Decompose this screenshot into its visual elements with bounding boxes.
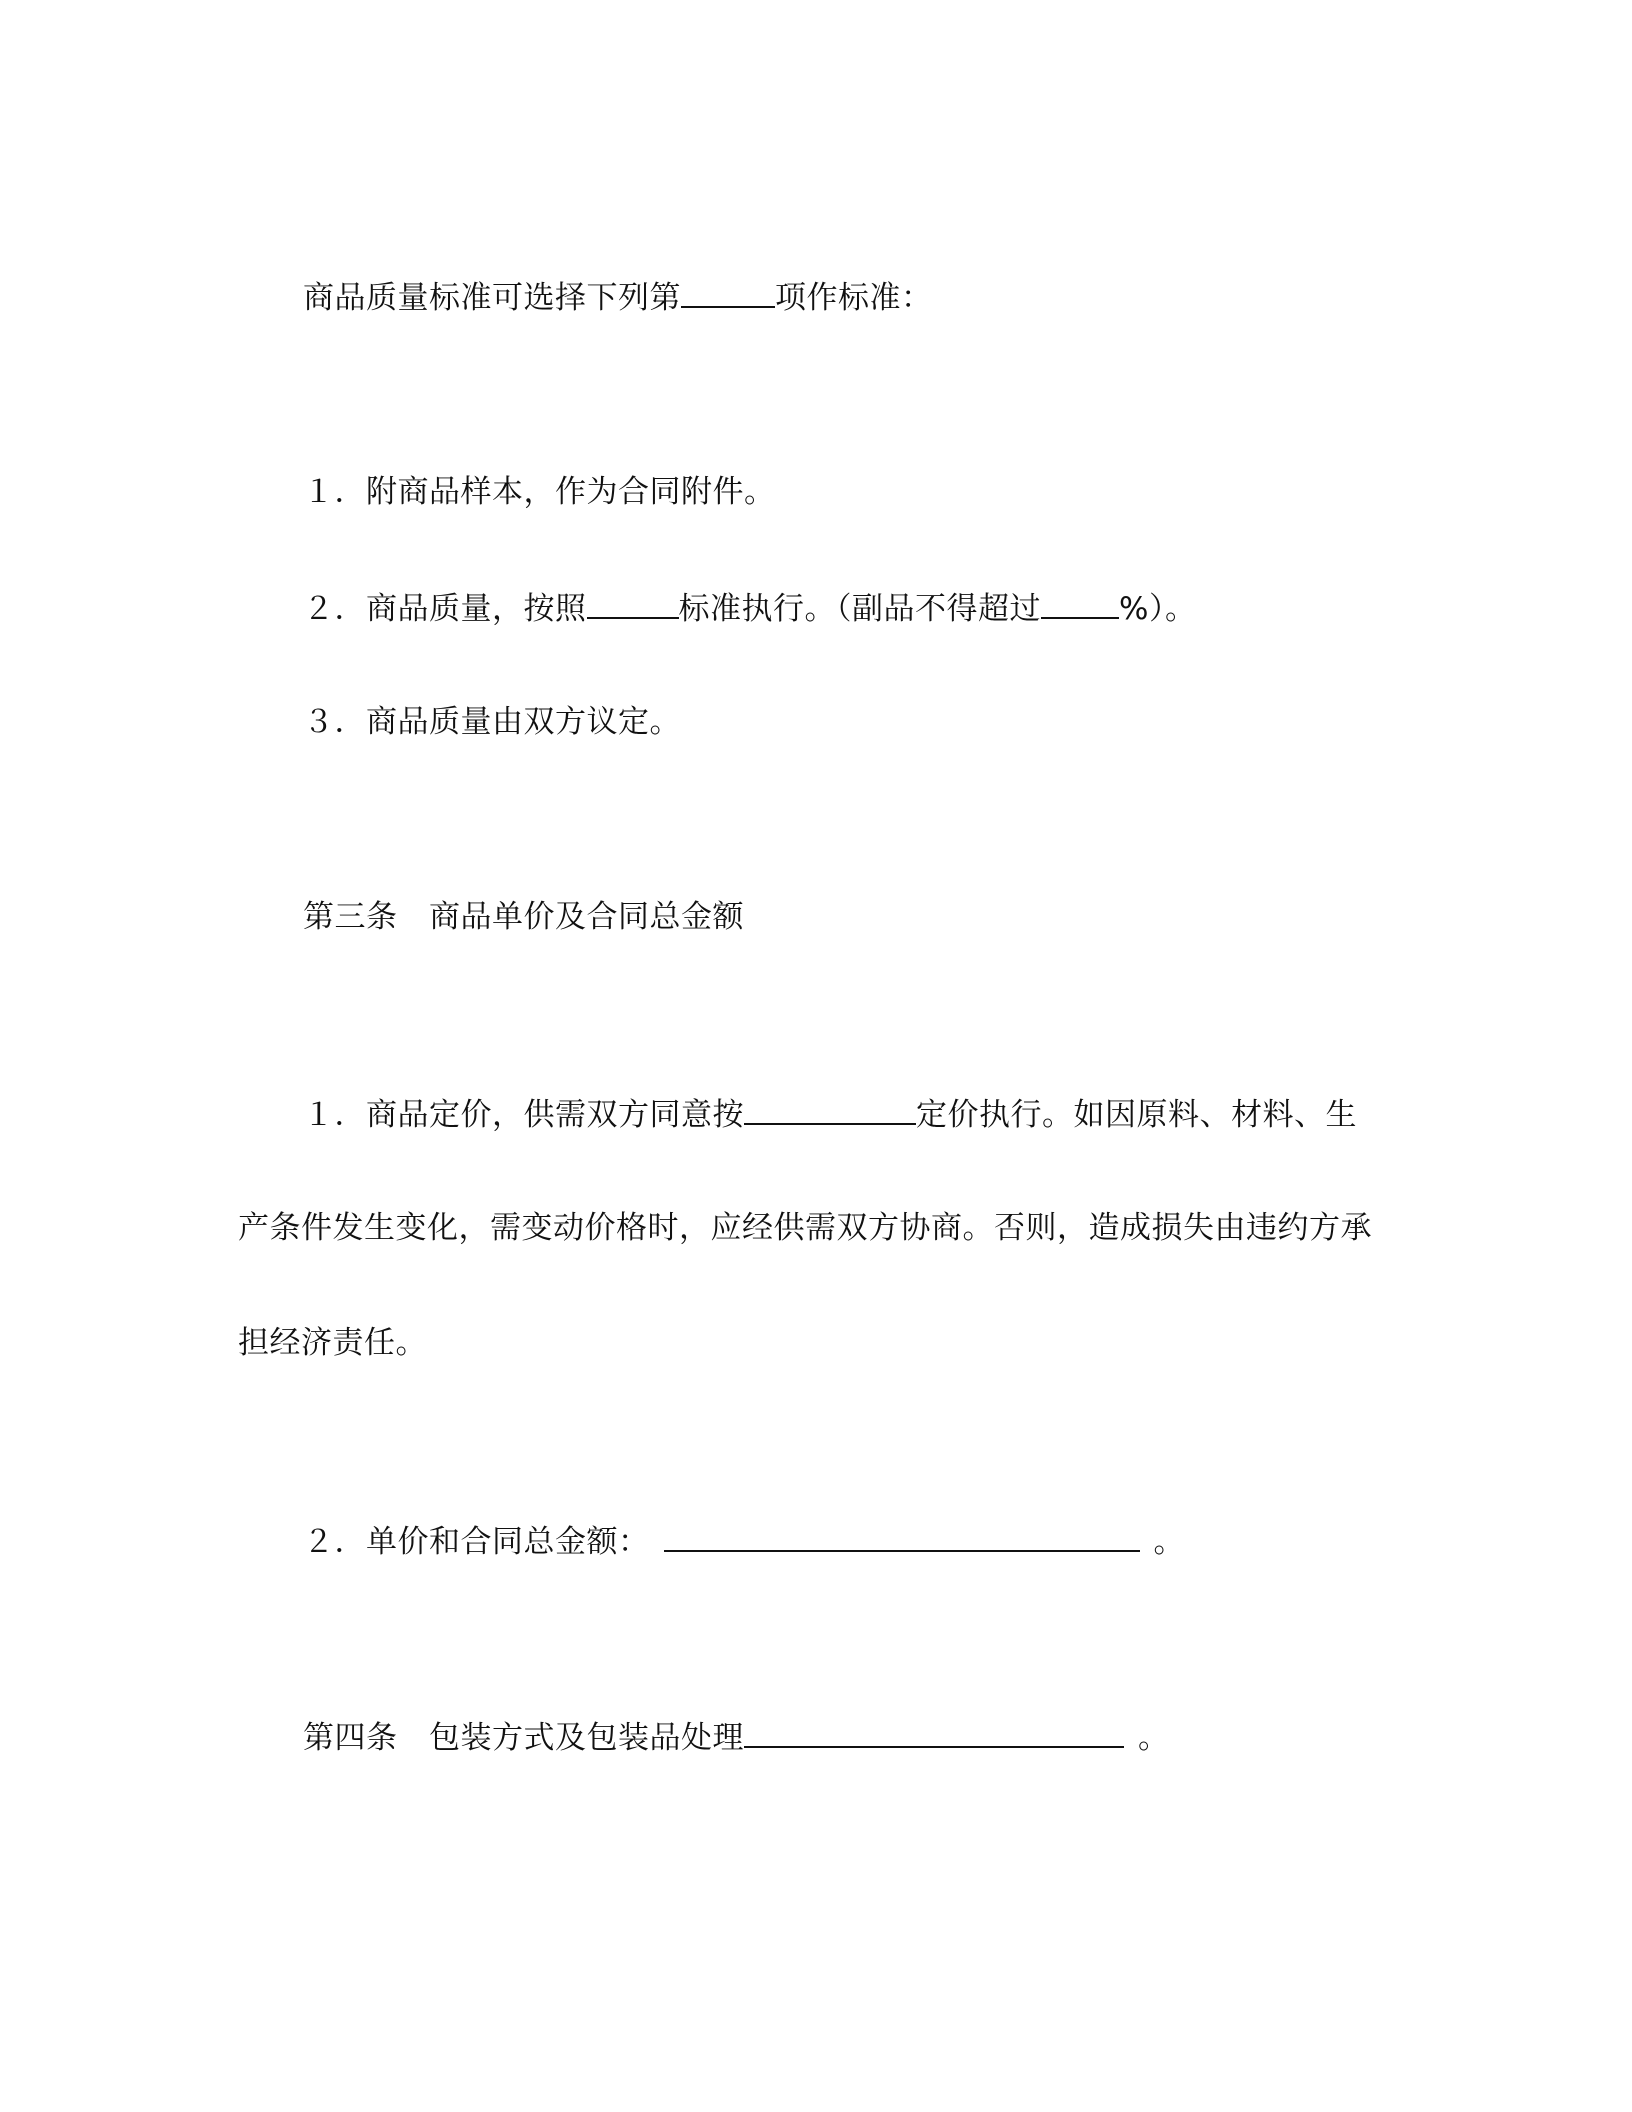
total-amount-period: 。 (1153, 1524, 1185, 1560)
article-3-item-1-line-2 (238, 1208, 1372, 1248)
article-4-title: 第四条 包装方式及包装品处理 (303, 1720, 744, 1756)
article-4-period: 。 (1138, 1720, 1170, 1756)
pricing-text-final: 担经济责任。 (238, 1325, 427, 1361)
standard-blank (587, 587, 679, 619)
quality-item-3-text: ３．商品质量由双方议定。 (303, 704, 681, 740)
quality-item-1 (303, 472, 776, 512)
quality-item-2-suffix: %）。 (1119, 591, 1197, 627)
total-amount-label: ２．单价和合同总金额： (303, 1524, 650, 1560)
pricing-text-continued: 产条件发生变化，需变动价格时，应经供需双方协商。否则，造成损失由违约方承 (238, 1210, 1372, 1246)
quality-intro-text: 商品质量标准可选择下列第 (303, 280, 681, 316)
quality-intro-suffix: 项作标准： (775, 280, 933, 316)
quality-item-2-mid: 标准执行。（副品不得超过 (678, 591, 1041, 627)
article-4-heading (303, 1716, 1170, 1758)
pricing-basis-blank (744, 1093, 916, 1125)
quality-item-2 (303, 587, 1196, 629)
quality-standard-intro (303, 276, 933, 318)
article-3-item-1-line-1 (303, 1093, 1357, 1135)
article-3-item-2 (303, 1520, 1185, 1562)
quality-item-2-prefix: ２．商品质量，按照 (303, 591, 587, 627)
total-amount-blank (664, 1520, 1140, 1552)
pricing-text-start: １．商品定价，供需双方同意按 (303, 1097, 744, 1133)
pricing-text-end: 定价执行。如因原料、材料、生 (916, 1097, 1357, 1133)
packaging-blank (744, 1716, 1124, 1748)
quality-item-1-text: １．附商品样本，作为合同附件。 (303, 474, 776, 510)
article-3-item-1-line-3 (238, 1323, 427, 1363)
article-3-heading (303, 897, 744, 937)
defect-percent-blank (1041, 587, 1119, 619)
item-number-blank (681, 276, 775, 308)
quality-item-3 (303, 702, 681, 742)
article-3-title: 第三条 商品单价及合同总金额 (303, 899, 744, 935)
